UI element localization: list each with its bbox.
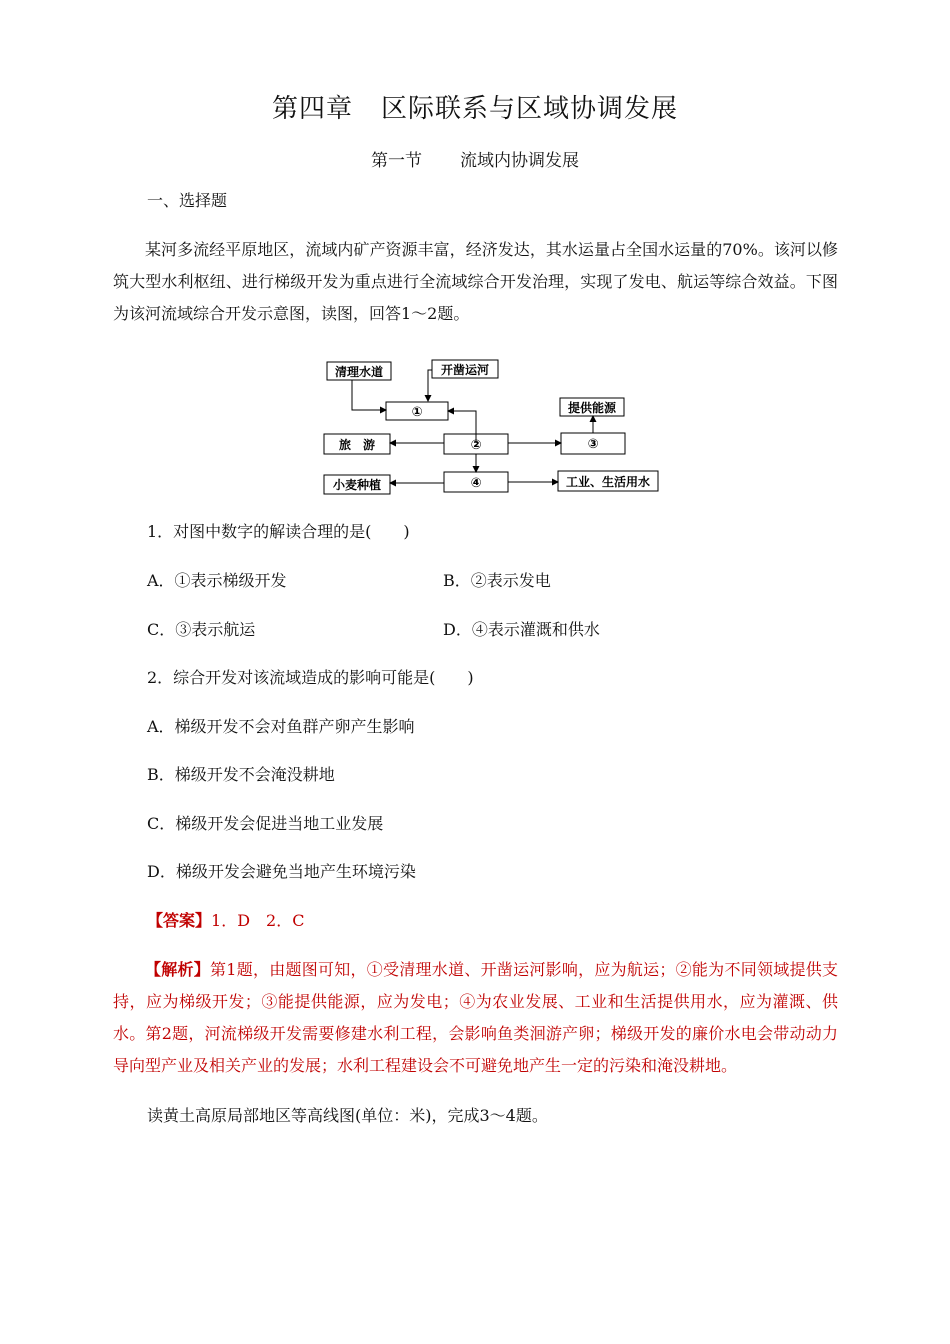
analysis-paragraph [113, 954, 838, 1082]
intro-paragraph: 某河多流经平原地区，流域内矿产资源丰富，经济发达，其水运量占全国水运量的70%。该河以修筑大型水利枢纽、进行梯级开发为重点进行全流域综合开发治理，实现了发电、航运等综合效益。下图为该河流域综合开发示意图，读图，回答1～2题。 [113, 240, 838, 323]
label-3: ③ [587, 437, 599, 452]
label-wheat: 小麦种植 [332, 478, 382, 492]
label-energy: 提供能源 [567, 401, 617, 415]
analysis-label: 【解析】 [145, 960, 211, 979]
label-4: ④ [470, 476, 482, 491]
label-tourism: 旅 游 [338, 438, 376, 452]
q2-option-d: D．梯级开发会避免当地产生环境污染 [147, 862, 416, 881]
label-dig-canal: 开凿运河 [440, 363, 490, 377]
chapter-number: 第四章 [271, 94, 353, 124]
flow-diagram [318, 356, 663, 498]
chapter-name: 区际联系与区域协调发展 [381, 94, 679, 124]
q2-option-c: C．梯级开发会促进当地工业发展 [147, 814, 384, 833]
answer-line [147, 913, 304, 929]
section-number: 第一节 [371, 151, 422, 171]
label-water-use: 工业、生活用水 [565, 475, 651, 489]
q1-stem: 1．对图中数字的解读合理的是( ) [147, 522, 410, 541]
q2-stem: 2．综合开发对该流域造成的影响可能是( ) [147, 668, 474, 687]
section-name: 流域内协调发展 [460, 151, 579, 171]
label-1: ① [411, 405, 423, 420]
section-title [0, 146, 950, 171]
next-intro: 读黄土高原局部地区等高线图(单位：米)，完成3～4题。 [147, 1106, 548, 1125]
q2-option-b: B．梯级开发不会淹没耕地 [147, 765, 335, 784]
label-clean-waterway: 清理水道 [334, 365, 384, 379]
answer-text: 1．D 2．C [211, 911, 305, 930]
q2-option-a: A．梯级开发不会对鱼群产卵产生影响 [147, 717, 415, 736]
q1-option-a: A．①表示梯级开发 [147, 571, 287, 590]
q1-option-b: B．②表示发电 [443, 571, 551, 590]
q1-option-c: C．③表示航运 [147, 620, 256, 639]
part-label: 一、选择题 [147, 191, 228, 210]
answer-label: 【答案】 [147, 911, 212, 930]
q1-option-d: D．④表示灌溉和供水 [443, 620, 600, 639]
chapter-title [0, 88, 950, 125]
analysis-text: 第1题，由题图可知，①受清理水道、开凿运河影响，应为航运；②能为不同领域提供支持，应为梯级开发；③能提供能源，应为发电；④为农业发展、工业和生活提供用水，应为灌溉、供水。第2题，河流梯级开发需要修建水利工程，会影响鱼类洄游产卵；梯级开发的廉价水电会带动动力导向型产业及相关产业的发展；水利工程建设会不可避免地产生一定的污染和淹没耕地。 [113, 960, 838, 1075]
label-2: ② [470, 438, 482, 453]
diagram-arrows [352, 370, 593, 483]
